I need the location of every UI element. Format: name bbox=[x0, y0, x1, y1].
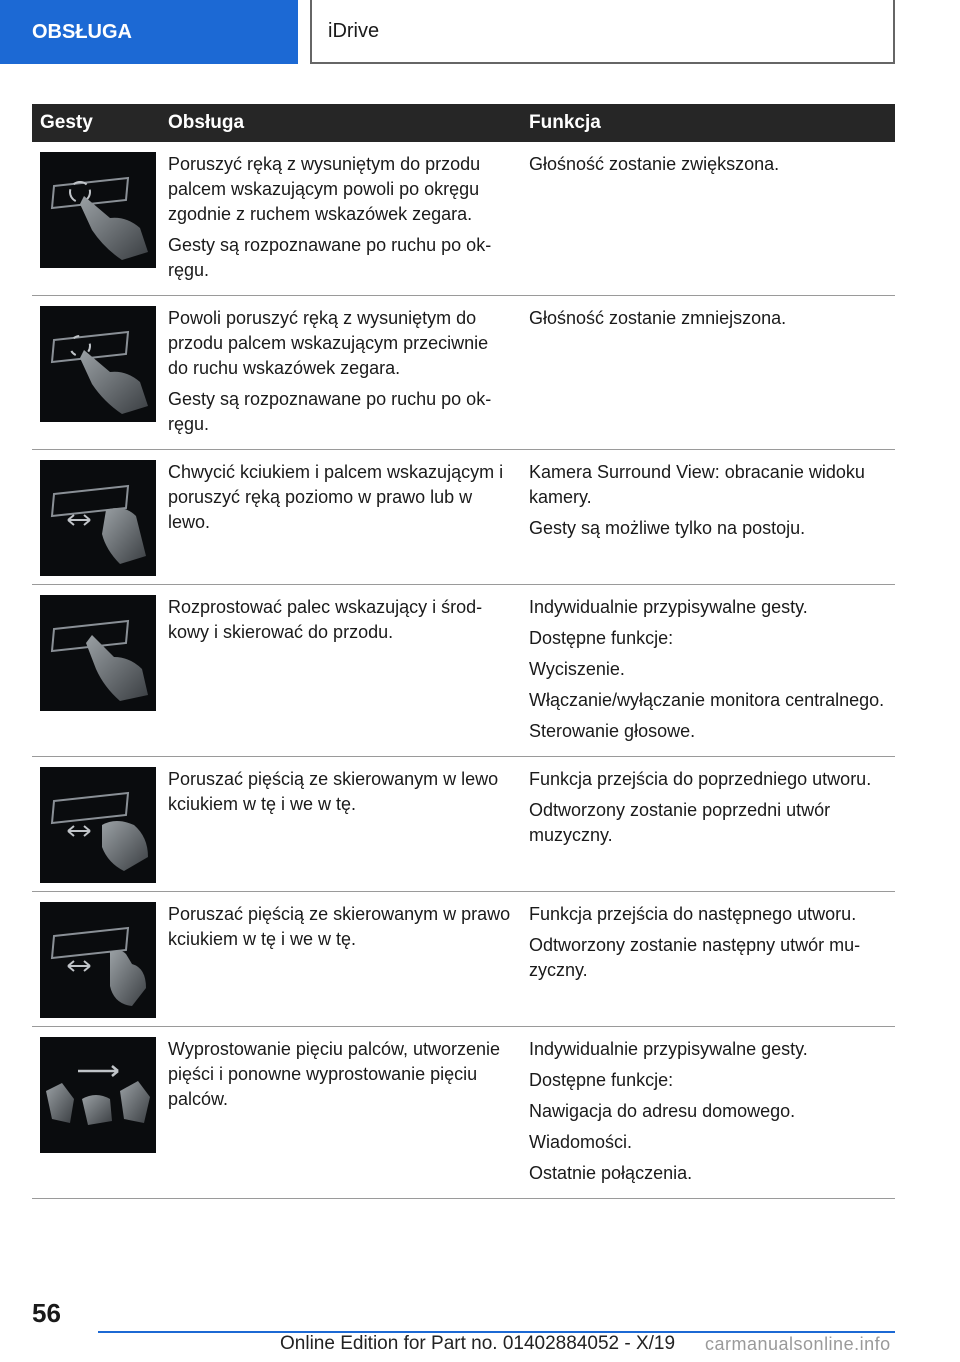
rotate-counterclockwise-gesture-icon bbox=[40, 306, 156, 422]
column-header-gesty: Gesty bbox=[32, 104, 160, 142]
function-text: Włączanie/wyłączanie monitora centralnego. bbox=[529, 690, 885, 710]
grab-swipe-gesture-icon bbox=[40, 460, 156, 576]
table-row bbox=[32, 1027, 895, 1199]
two-finger-point-gesture-icon bbox=[40, 595, 156, 711]
gesture-table bbox=[32, 104, 895, 1199]
table-row bbox=[32, 296, 895, 450]
table-row bbox=[32, 892, 895, 1027]
function-text: Głośność zostanie zmniejszona. bbox=[529, 308, 787, 328]
operation-text: Poruszyć ręką z wysuniętym do przodu palcem wskazującym powoli po okręgu zgodnie z ruchem wskazówek zegara. bbox=[168, 154, 481, 224]
page-number: 56 bbox=[32, 1298, 61, 1328]
watermark: carmanualsonline.info bbox=[705, 1334, 891, 1354]
rotate-clockwise-gesture-icon bbox=[40, 152, 156, 268]
operation-text: Poruszać pięścią ze skierowanym w lewo kciukiem w tę i we w tę. bbox=[168, 769, 499, 814]
function-text: Odtworzony zostanie następny utwór muzyczny. bbox=[529, 935, 861, 980]
function-text: Indywidualnie przypisywalne gesty. bbox=[529, 597, 808, 617]
function-text: Dostępne funkcje: bbox=[529, 1070, 674, 1090]
operation-text: Chwycić kciukiem i palcem wskazującym i poruszyć ręką poziomo w prawo lub w lewo. bbox=[168, 462, 504, 532]
operation-text: Wyprostowanie pięciu palców, utworzenie pięści i ponowne wyprostowanie pięciu palców. bbox=[168, 1039, 501, 1109]
function-text: Odtworzony zostanie poprzedni utwór muzyczny. bbox=[529, 800, 831, 845]
function-text: Wiadomości. bbox=[529, 1132, 633, 1152]
table-row bbox=[32, 450, 895, 585]
operation-text: Gesty są rozpoznawane po ruchu po okręgu. bbox=[168, 235, 492, 280]
function-text: Funkcja przejścia do następnego utworu. bbox=[529, 904, 857, 924]
fist-thumb-right-gesture-icon bbox=[40, 902, 156, 1018]
operation-text: Powoli poruszyć ręką z wysuniętym do przodu palcem wskazującym przeciwnie do ruchu wskazówek zegara. bbox=[168, 308, 489, 378]
page-title: iDrive bbox=[310, 0, 895, 64]
fist-thumb-left-gesture-icon bbox=[40, 767, 156, 883]
column-header-obsluga: Obsługa bbox=[160, 104, 521, 142]
function-text: Głośność zostanie zwiększona. bbox=[529, 154, 780, 174]
open-fist-open-gesture-icon bbox=[40, 1037, 156, 1153]
function-text: Wyciszenie. bbox=[529, 659, 625, 679]
footer-edition: Online Edition for Part no. 01402884052 - X/19 bbox=[280, 1333, 676, 1354]
operation-text: Gesty są rozpoznawane po ruchu po okręgu. bbox=[168, 389, 492, 434]
operation-text: Rozprostować palec wskazujący i środkowy i skierować do przodu. bbox=[168, 597, 483, 642]
table-row bbox=[32, 757, 895, 892]
function-text: Dostępne funkcje: bbox=[529, 628, 674, 648]
function-text: Gesty są możliwe tylko na postoju. bbox=[529, 518, 806, 538]
function-text: Funkcja przejścia do poprzedniego utworu. bbox=[529, 769, 872, 789]
function-text: Nawigacja do adresu domowego. bbox=[529, 1101, 796, 1121]
function-text: Ostatnie połączenia. bbox=[529, 1163, 693, 1183]
table-row bbox=[32, 142, 895, 296]
table-header-row bbox=[32, 104, 895, 142]
function-text: Indywidualnie przypisywalne gesty. bbox=[529, 1039, 808, 1059]
table-row bbox=[32, 585, 895, 757]
function-text: Sterowanie głosowe. bbox=[529, 721, 696, 741]
column-header-funkcja: Funkcja bbox=[521, 104, 895, 142]
operation-text: Poruszać pięścią ze skierowanym w prawo kciukiem w tę i we w tę. bbox=[168, 904, 511, 949]
function-text: Kamera Surround View: obracanie widoku kamery. bbox=[529, 462, 865, 507]
section-tab: OBSŁUGA bbox=[0, 0, 298, 64]
